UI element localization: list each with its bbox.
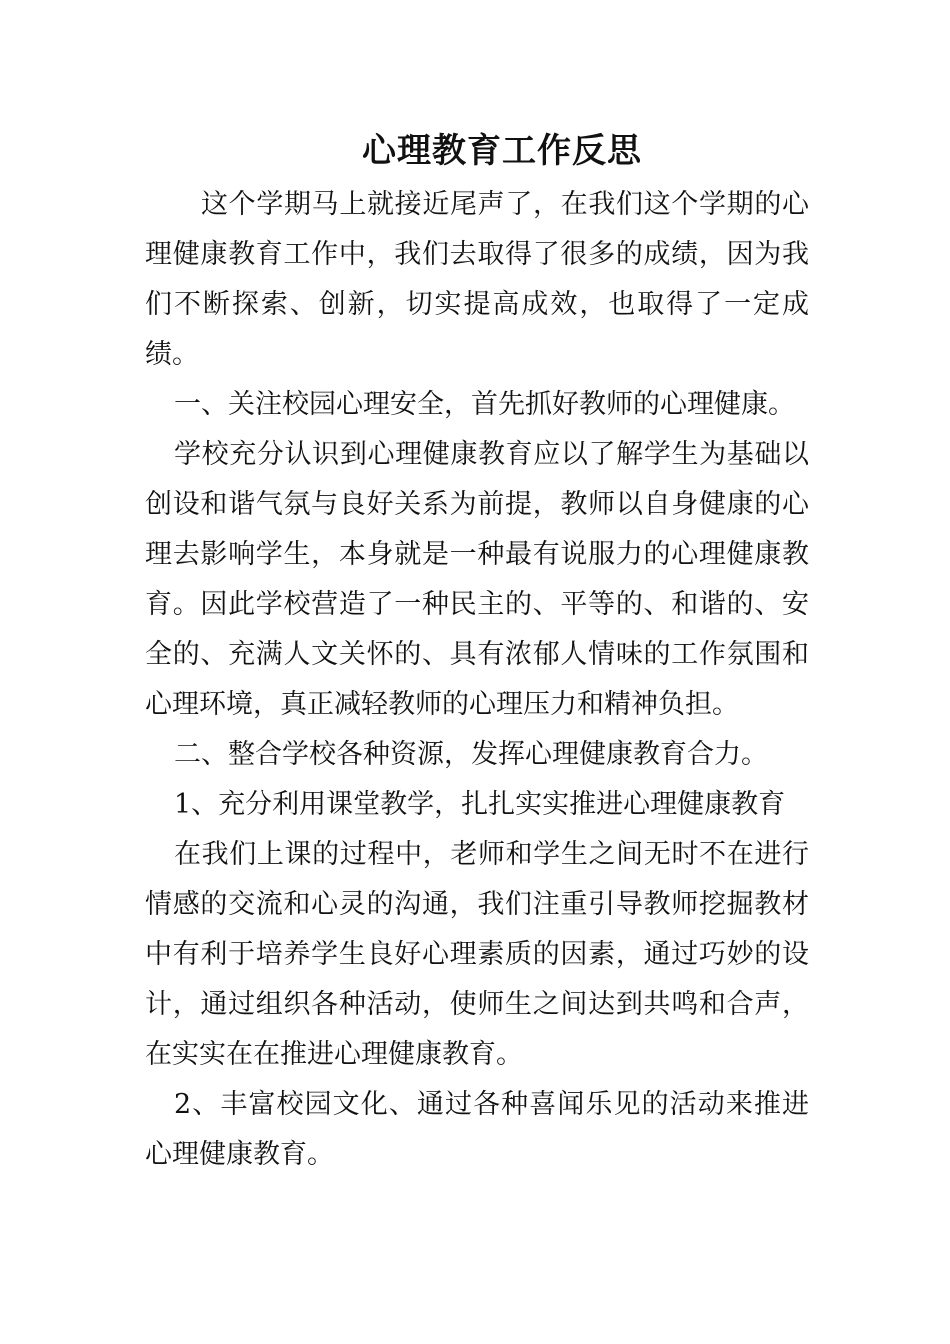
intro-paragraph: 这个学期马上就接近尾声了，在我们这个学期的心理健康教育工作中，我们去取得了很多的成绩，因为我们不断探索、创新，切实提高成效，也取得了一定成绩。 <box>145 189 809 370</box>
section-heading-1: 一、关注校园心理安全，首先抓好教师的心理健康。 <box>174 389 795 420</box>
document-body <box>145 122 809 1180</box>
section-heading-2: 二、整合学校各种资源，发挥心理健康教育合力。 <box>174 739 768 770</box>
subsection-1-paragraph: 在我们上课的过程中，老师和学生之间无时不在进行情感的交流和心灵的沟通，我们注重引导教师挖掘教材中有利于培养学生良好心理素质的因素，通过巧妙的设计，通过组织各种活动，使师生之间达到共鸣和合声，在实实在在推进心理健康教育。 <box>145 839 809 1070</box>
subsection-heading-1: 1、充分利用课堂教学，扎扎实实推进心理健康教育 <box>174 789 786 820</box>
subsection-heading-2: 2、丰富校园文化、通过各种喜闻乐见的活动来推进心理健康教育。 <box>145 1089 809 1170</box>
section-1-paragraph: 学校充分认识到心理健康教育应以了解学生为基础以创设和谐气氛与良好关系为前提，教师以自身健康的心理去影响学生，本身就是一种最有说服力的心理健康教育。因此学校营造了一种民主的、平等的、和谐的、安全的、充满人文关怀的、具有浓郁人情味的工作氛围和心理环境，真正减轻教师的心理压力和精神负担。 <box>145 439 809 720</box>
document-title: 心理教育工作反思 <box>362 131 642 171</box>
